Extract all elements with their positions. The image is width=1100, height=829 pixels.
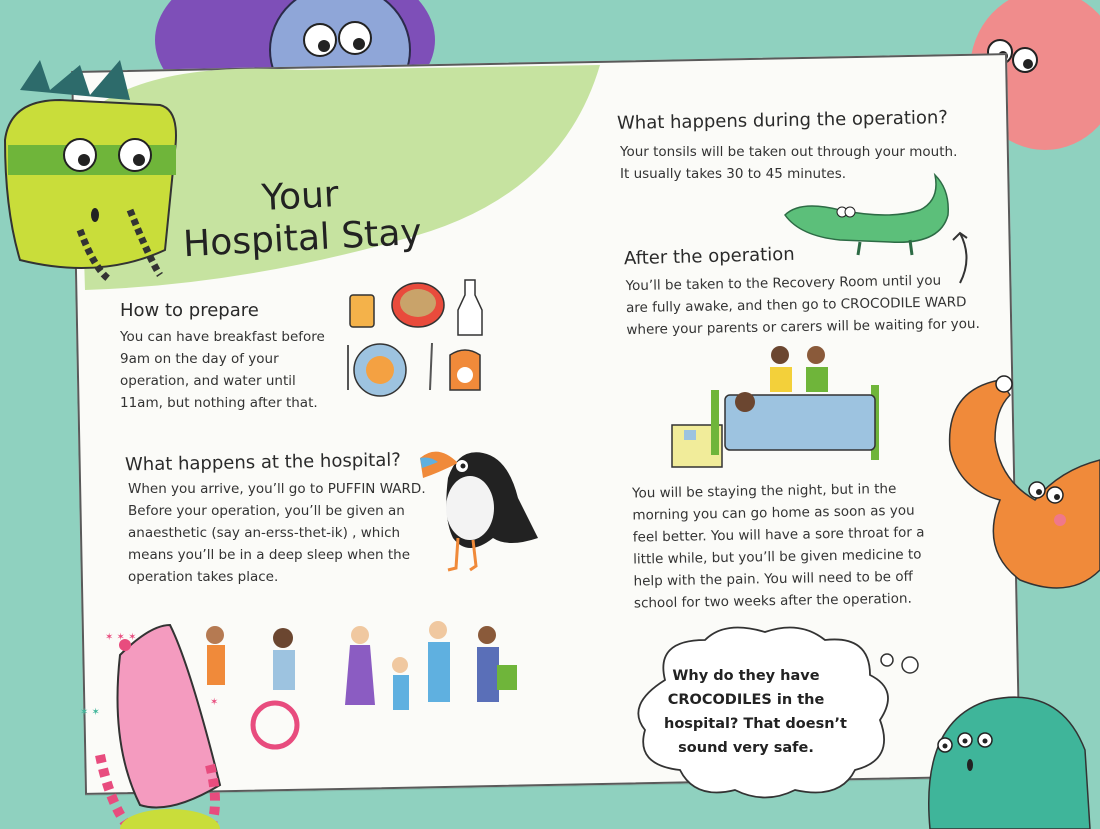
hospital-line: When you arrive, you’ll go to PUFFIN WARD. <box>128 481 426 497</box>
bubble-line: sound very safe. <box>678 740 814 756</box>
page-title <box>180 170 423 266</box>
svg-text:✶ ✶: ✶ ✶ <box>80 707 100 718</box>
after-text <box>625 269 980 341</box>
hospital-heading: What happens at the hospital? <box>124 449 401 476</box>
after-heading: After the operation <box>623 243 795 270</box>
bubble-line: Why do they have <box>672 668 820 684</box>
stay-text <box>632 477 926 614</box>
puffin-illustration <box>418 438 543 573</box>
prepare-line: 9am on the day of your <box>120 351 279 367</box>
during-line: It usually takes 30 to 45 minutes. <box>620 166 847 182</box>
prepare-line: 11am, but nothing after that. <box>120 395 318 411</box>
title-line-2: Hospital Stay <box>182 211 423 266</box>
prepare-heading: How to prepare <box>120 300 259 321</box>
title-line-1: Your <box>260 174 340 220</box>
hospital-line: means you’ll be in a deep sleep when the <box>128 547 411 563</box>
people-illustration <box>195 610 535 760</box>
prepare-line: operation, and water until <box>120 373 296 389</box>
after-line: are fully awake, and then go to CROCODILE WARD <box>625 294 967 317</box>
svg-text:✶ ✶ ✶: ✶ ✶ ✶ <box>105 632 137 643</box>
during-heading: What happens during the operation? <box>616 107 949 134</box>
hospital-text <box>128 478 426 588</box>
hospital-line: Before your operation, you’ll be given an <box>128 503 405 519</box>
during-line: Your tonsils will be taken out through your mouth. <box>620 144 958 160</box>
prepare-line: You can have breakfast before <box>120 329 325 345</box>
hospital-line: operation takes place. <box>128 569 279 585</box>
stay-line: little while, but you’ll be given medicine to <box>633 546 922 568</box>
after-line: where your parents or carers will be waiting for you. <box>626 315 980 339</box>
yellow-monster-illustration <box>0 60 200 290</box>
stay-line: morning you can go home as soon as you <box>632 502 915 524</box>
hospital-bed-illustration <box>670 340 895 475</box>
breakfast-food-illustration <box>340 275 500 400</box>
teal-monster-illustration <box>900 660 1100 829</box>
bubble-line: CROCODILES in the <box>667 692 825 708</box>
crocodile-illustration <box>780 170 955 260</box>
hospital-line: anaesthetic (say an-erss-thet-ik) , which <box>128 525 401 541</box>
stay-line: school for two weeks after the operation. <box>633 590 912 612</box>
after-line: You’ll be taken to the Recovery Room until you <box>625 272 942 295</box>
orange-monster-illustration <box>940 370 1100 600</box>
svg-text:✶: ✶ <box>210 697 219 708</box>
prepare-text <box>120 326 325 414</box>
bubble-line: hospital? That doesn’t <box>664 716 847 732</box>
stay-line: help with the pain. You will need to be off <box>633 568 914 590</box>
stay-line: feel better. You will have a sore throat for a <box>632 524 925 546</box>
thought-bubble-text <box>664 664 847 760</box>
stay-line: You will be staying the night, but in the <box>631 480 897 502</box>
